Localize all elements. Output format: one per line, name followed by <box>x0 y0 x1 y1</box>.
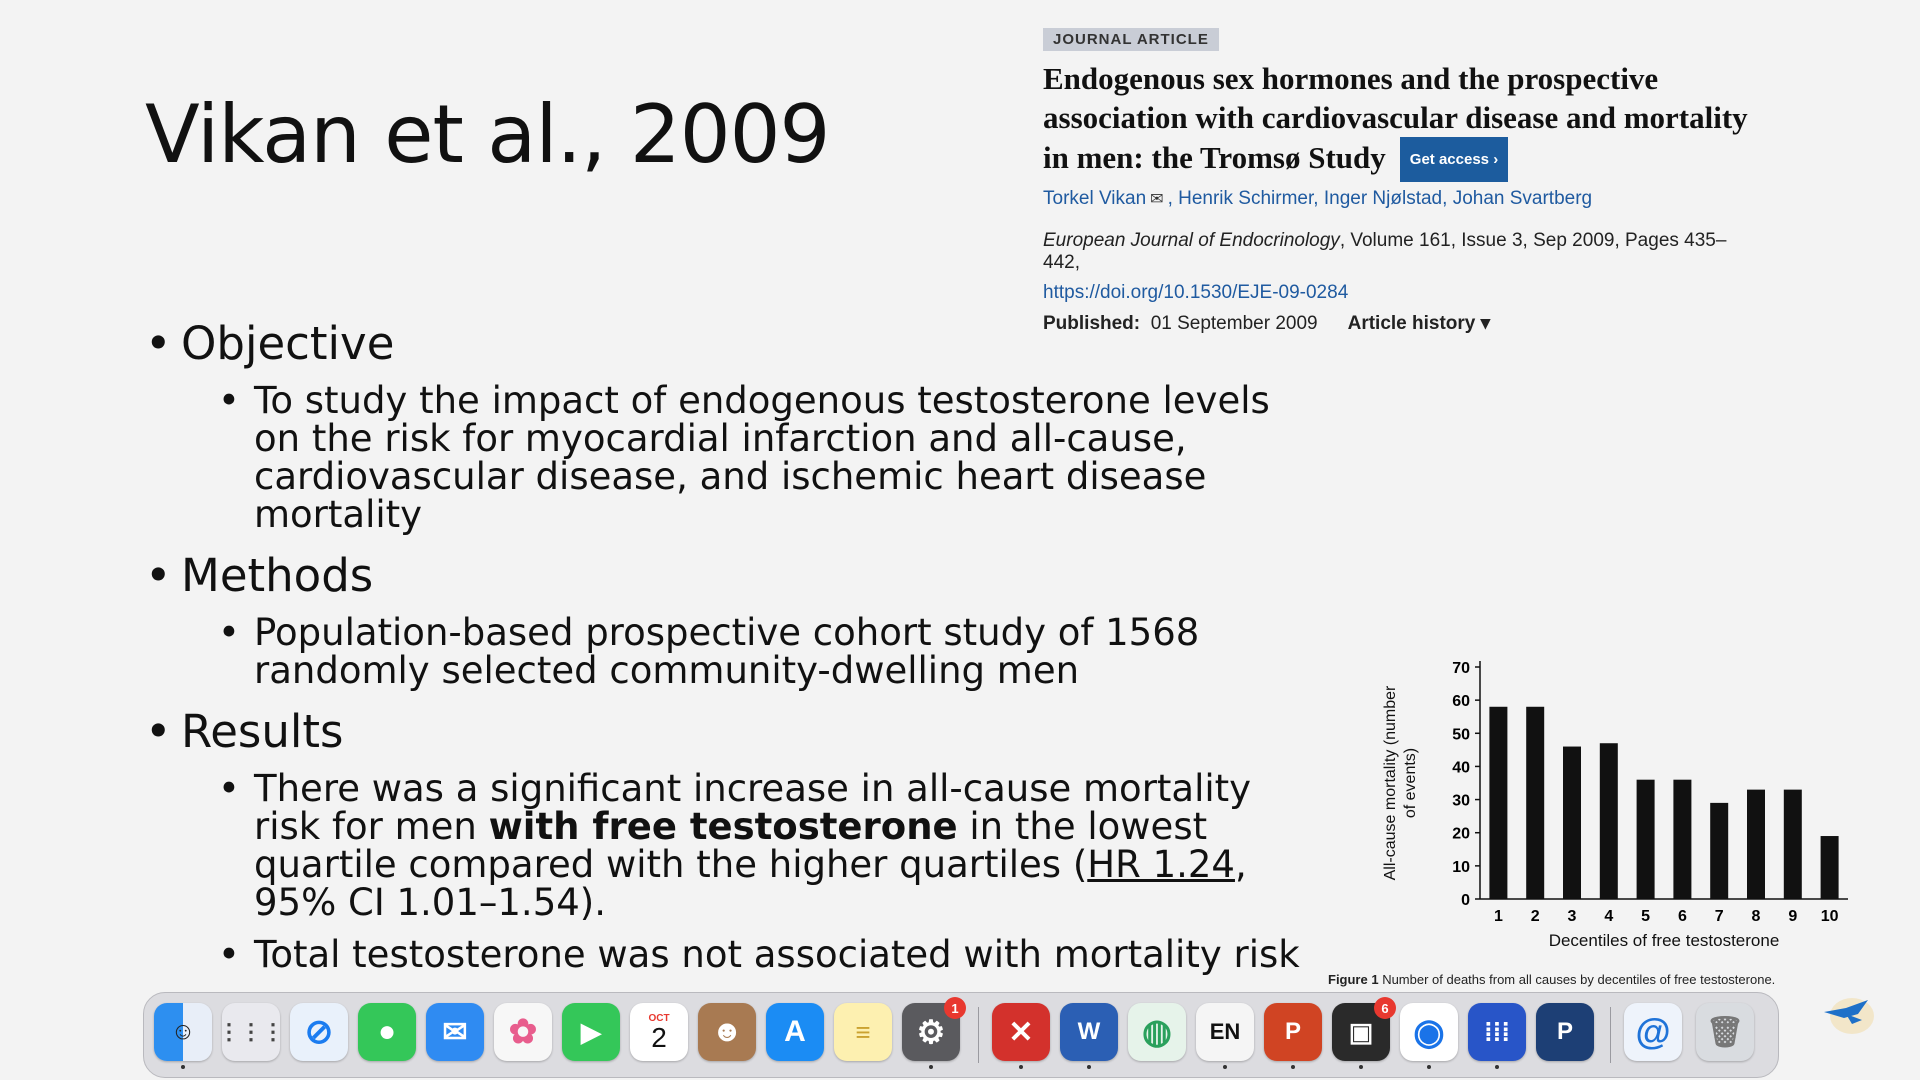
bar-decile-6 <box>1673 780 1691 899</box>
get-access-button[interactable] <box>1400 137 1508 182</box>
published-row <box>1043 312 1763 335</box>
published-date: 01 September 2009 <box>1150 313 1318 334</box>
language-app-icon[interactable] <box>1196 1003 1254 1061</box>
mortality-bar-chart <box>1365 650 1865 955</box>
word-icon[interactable] <box>1060 1003 1118 1061</box>
printer-app-icon[interactable]: ▣ 6 <box>1332 1003 1390 1061</box>
methods-bullet: • Population-based prospective cohort study of 1568 randomly selected community-dwelling men <box>145 614 1305 690</box>
get-access-label: Get access <box>1409 151 1490 168</box>
bar-decile-8 <box>1747 790 1765 899</box>
y-axis-label: of events) <box>1402 747 1419 819</box>
x-tick-label: 5 <box>1641 908 1651 925</box>
y-tick-label: 10 <box>1452 858 1470 876</box>
notes-icon[interactable]: ≡ <box>834 1003 892 1061</box>
running-indicator <box>1427 1065 1431 1069</box>
y-tick-label: 20 <box>1452 825 1470 843</box>
journal-name: European Journal of Endocrinology <box>1043 230 1340 251</box>
running-indicator <box>1087 1065 1091 1069</box>
x-tick-label: 1 <box>1493 908 1503 925</box>
authors-list: Torkel Vikan ✉ , Henrik Schirmer, Inger Njølstad, Johan Svartberg <box>1043 188 1593 209</box>
y-tick-label: 40 <box>1452 759 1470 777</box>
results-text-pre: There was a significant increase in all-cause mortality risk for men <box>254 767 1252 848</box>
dots-app-icon[interactable]: ⁞⁞⁞ <box>1468 1003 1526 1061</box>
running-indicator <box>1291 1065 1295 1069</box>
finder-icon[interactable]: ☺ <box>154 1003 212 1061</box>
bar-decile-4 <box>1600 743 1618 899</box>
y-tick-label: 0 <box>1461 892 1470 909</box>
x-tick-label: 3 <box>1567 908 1577 925</box>
figure-caption <box>1328 972 1808 987</box>
bar-decile-3 <box>1563 747 1581 899</box>
x-tick-label: 9 <box>1788 908 1798 925</box>
chrome-icon[interactable]: ◉ <box>1400 1003 1458 1061</box>
methods-heading: • Methods <box>145 552 1305 600</box>
remote-desktop-icon[interactable]: ✕ <box>992 1003 1050 1061</box>
y-tick-label: 60 <box>1452 693 1470 711</box>
notification-badge: 6 <box>1374 997 1396 1019</box>
mail-app-icon[interactable]: ✉ <box>426 1003 484 1061</box>
running-indicator <box>1359 1065 1363 1069</box>
journal-badge: JOURNAL ARTICLE <box>1043 28 1219 51</box>
running-indicator <box>1019 1065 1023 1069</box>
bar-decile-5 <box>1637 780 1655 899</box>
y-tick-label: 50 <box>1452 726 1470 744</box>
bar-decile-2 <box>1526 707 1544 899</box>
trash-icon[interactable]: 🗑 <box>1696 1003 1754 1061</box>
bar-decile-7 <box>1710 803 1728 899</box>
running-indicator <box>1223 1065 1227 1069</box>
y-tick-label: 70 <box>1452 660 1470 677</box>
powerpoint-label: P <box>1284 1018 1301 1045</box>
results-hr: HR 1.24 <box>1087 843 1235 886</box>
contacts-icon[interactable]: ☻ <box>698 1003 756 1061</box>
results-text-bold: with free testosterone <box>488 805 958 848</box>
slide-title: Vikan et al., 2009 <box>145 88 830 181</box>
results-heading: • Results <box>145 708 1305 756</box>
bird-logo-icon <box>1818 990 1878 1038</box>
p-app-icon[interactable]: P <box>1536 1003 1594 1061</box>
mail-icon[interactable]: ✉ <box>1150 191 1164 208</box>
powerpoint-icon[interactable] <box>1264 1003 1322 1061</box>
notification-badge: 1 <box>944 997 966 1019</box>
x-tick-label: 4 <box>1604 908 1614 925</box>
x-tick-label: 10 <box>1820 908 1839 925</box>
doi-link[interactable]: https://doi.org/10.1530/EJE-09-0284 <box>1043 282 1349 303</box>
bar-decile-9 <box>1784 790 1802 899</box>
y-tick-label: 30 <box>1452 792 1470 810</box>
article-title <box>1043 59 1763 182</box>
x-tick-label: 7 <box>1714 908 1724 925</box>
safari-icon[interactable]: ⊘ <box>290 1003 348 1061</box>
results-text-post: , 95% CI 1.01–1.54). <box>254 843 1247 924</box>
calendar-day: 2 <box>651 1021 667 1053</box>
globe-app-icon[interactable]: ◍ <box>1128 1003 1186 1061</box>
word-label: W <box>1077 1018 1101 1045</box>
article-history-toggle[interactable]: Article history ▾ <box>1347 313 1491 334</box>
slide-content <box>145 312 1305 978</box>
author-link[interactable]: Inger Njølstad <box>1323 188 1443 209</box>
published-label: Published: <box>1043 313 1141 334</box>
messages-icon[interactable]: ● <box>358 1003 416 1061</box>
language-label: EN <box>1209 1019 1241 1044</box>
x-tick-label: 8 <box>1751 908 1761 925</box>
results-bullet-1 <box>145 767 1305 924</box>
citation-details: , Volume 161, Issue 3, Sep 2009, Pages 435–442, <box>1043 230 1727 273</box>
running-indicator <box>1495 1065 1499 1069</box>
author-link[interactable]: Torkel Vikan <box>1043 188 1147 209</box>
results-text-mid: in the lowest quartile compared with the higher quartiles ( <box>254 805 1208 886</box>
x-axis-label: Decentiles of free testosterone <box>1548 931 1780 950</box>
chevron-right-icon: › <box>1493 151 1499 168</box>
bar-decile-10 <box>1821 836 1839 899</box>
calendar-month: OCT <box>648 1012 670 1024</box>
y-axis-label: All-cause mortality (number <box>1382 685 1399 881</box>
spiral-app-icon[interactable]: @ <box>1624 1003 1682 1061</box>
journal-header <box>1043 28 1763 335</box>
article-title-text: Endogenous sex hormones and the prospective association with cardiovascular disease and mortality in men: the Tromsø Study <box>1043 61 1748 175</box>
facetime-icon[interactable]: ▶ <box>562 1003 620 1061</box>
author-link[interactable]: Johan Svartberg <box>1452 188 1593 209</box>
macos-dock <box>143 992 1779 1078</box>
figure-caption-text: Number of deaths from all causes by decentiles of free testosterone. <box>1378 972 1776 987</box>
objective-heading: • Objective <box>145 320 1305 368</box>
citation <box>1043 230 1763 274</box>
app-store-icon[interactable]: A <box>766 1003 824 1061</box>
author-link[interactable]: Henrik Schirmer <box>1178 188 1314 209</box>
running-indicator <box>929 1065 933 1069</box>
running-indicator <box>181 1065 185 1069</box>
launchpad-icon[interactable]: ⋮⋮⋮ <box>222 1003 280 1061</box>
x-tick-label: 6 <box>1677 908 1687 925</box>
bar-decile-1 <box>1489 707 1507 899</box>
system-settings-icon[interactable]: ⚙ 1 <box>902 1003 960 1061</box>
dock-separator <box>1610 1007 1611 1063</box>
objective-bullet: • To study the impact of endogenous testosterone levels on the risk for myocardial infarction and all-cause, cardiovascular disease, and ischemic heart disease mortality <box>145 382 1305 534</box>
photos-icon[interactable]: ✿ <box>494 1003 552 1061</box>
dock-separator <box>978 1007 979 1063</box>
calendar-icon[interactable] <box>630 1003 688 1061</box>
results-bullet-2: • Total testosterone was not associated with mortality risk <box>145 936 1305 974</box>
figure-label: Figure 1 <box>1328 972 1379 987</box>
x-tick-label: 2 <box>1530 908 1540 925</box>
